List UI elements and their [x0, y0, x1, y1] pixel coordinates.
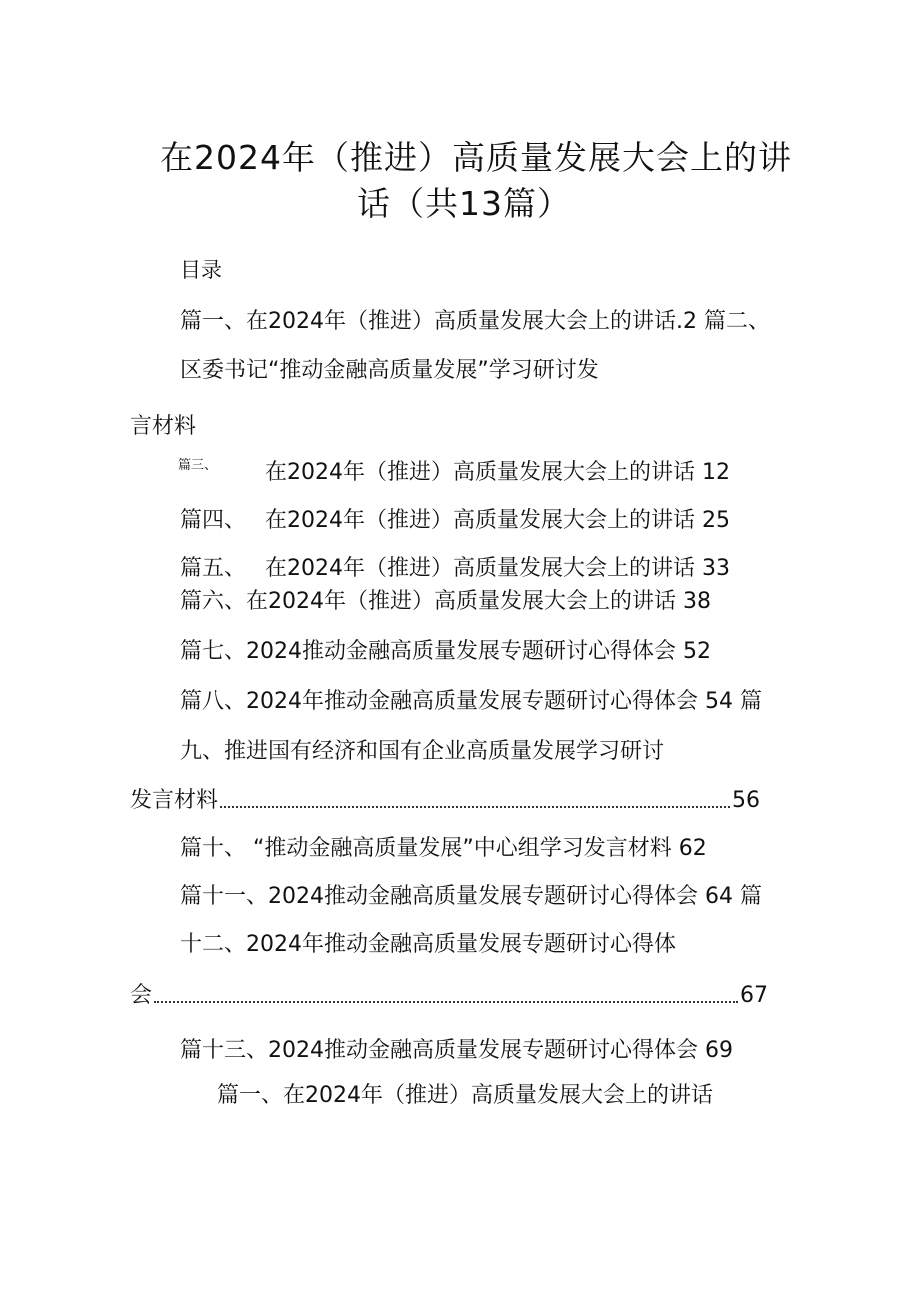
toc-item-5: 在2024年（推进）高质量发展大会上的讲话 33: [265, 556, 730, 581]
toc-item-5-prefix: 篇五、: [180, 556, 247, 581]
toc-item-10: 篇十、 “推动金融高质量发展”中心组学习发言材料 62: [180, 836, 707, 861]
toc-item-4: 在2024年（推进）高质量发展大会上的讲话 25: [265, 508, 730, 533]
toc-line-3: 言材料: [130, 414, 197, 439]
toc-item-13: 篇十三、2024推动金融高质量发展专题研讨心得体会 69: [180, 1038, 733, 1063]
dot-leader: [154, 1001, 738, 1003]
toc-label: 目录: [180, 258, 222, 282]
toc-line-1: 篇一、在2024年（推进）高质量发展大会上的讲话.2 篇二、: [180, 309, 770, 334]
dot-leader: [220, 806, 730, 808]
toc-item-8: 篇八、2024年推动金融高质量发展专题研讨心得体会 54 篇: [180, 689, 762, 714]
toc-item-7: 篇七、2024推动金融高质量发展专题研讨心得体会 52: [180, 639, 711, 664]
toc-item-9-page: 56: [732, 788, 760, 813]
toc-item-6: 篇六、在2024年（推进）高质量发展大会上的讲话 38: [180, 589, 711, 614]
document-title-line-2: 话（共13篇）: [357, 184, 571, 223]
toc-item-9-line: 九、推进国有经济和国有企业高质量发展学习研讨: [180, 739, 665, 764]
toc-item-12-cont: 会: [130, 983, 153, 1008]
toc-item-12-leader-row: [130, 985, 768, 1007]
document-title-line-1: 在2024年（推进）高质量发展大会上的讲: [160, 138, 792, 177]
toc-item-12-line: 十二、2024年推动金融高质量发展专题研讨心得体: [180, 932, 676, 957]
toc-item-4-prefix: 篇四、: [180, 508, 247, 533]
toc-item-11: 篇十一、2024推动金融高质量发展专题研讨心得体会 64 篇: [180, 884, 762, 909]
toc-item-9-leader-row: [130, 790, 760, 812]
toc-line-2: 区委书记“推动金融高质量发展”学习研讨发: [180, 358, 599, 383]
section-heading: 篇一、在2024年（推进）高质量发展大会上的讲话: [217, 1083, 713, 1108]
toc-item-3-prefix: 篇三、: [178, 458, 218, 473]
toc-item-9-cont: 发言材料: [130, 788, 219, 813]
toc-item-12-page: 67: [740, 983, 768, 1008]
toc-item-3: 在2024年（推进）高质量发展大会上的讲话 12: [265, 460, 730, 485]
